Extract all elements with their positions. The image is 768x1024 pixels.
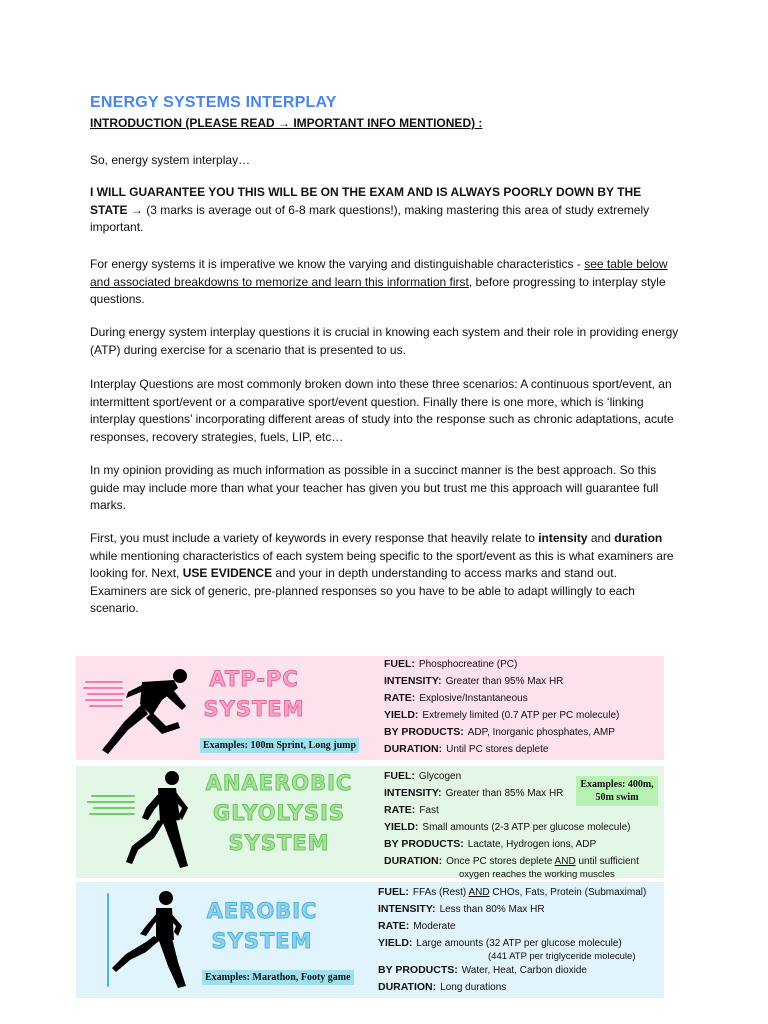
sprinter-icon — [82, 660, 194, 756]
opinion-paragraph: In my opinion providing as much information as possible in a succinct manner is the best approach. So this guide may include more than what your teacher has given you but trust me this approach will guarantee full marks. — [90, 463, 659, 512]
fact-by-products — [384, 724, 619, 741]
keyword-evidence: USE EVIDENCE — [182, 566, 273, 580]
atp-pc-system-name — [194, 664, 314, 724]
fact-label: RATE: — [384, 804, 416, 816]
anaerobic-examples-line-1: Examples: 400m, — [580, 779, 654, 790]
fact-value: Long durations — [440, 982, 507, 993]
fact-value: Water, Heat, Carbon dioxide — [461, 965, 587, 976]
fact-fuel — [378, 884, 646, 901]
table-paragraph-end: , before progressing to interplay style questions. — [90, 274, 666, 306]
fact-label: DURATION: — [378, 981, 437, 993]
keywords-text-1: First, you must include a variety of keywords in every response that heavily relate to — [90, 531, 539, 545]
guarantee-bold-line: I WILL GUARANTEE YOU THIS WILL BE ON THE EXAM AND IS ALWAYS POORLY DOWN BY THE — [90, 185, 642, 199]
fact-value: Small amounts (2-3 ATP per glucose molecule) — [422, 822, 631, 833]
fact-value: Once PC stores deplete — [446, 856, 555, 867]
fact-value: Large amounts (32 ATP per glucose molecule) — [416, 938, 622, 949]
fact-value-cont: until sufficient — [575, 856, 639, 867]
fact-yield — [384, 707, 619, 724]
fact-rate — [384, 802, 639, 819]
fact-intensity — [384, 673, 619, 690]
scenarios-paragraph: Interplay Questions are most commonly broken down into these three scenarios: A continuous sport/event, an intermittent sport/event or a comparative sport/event question. Finally there is one more, which is ‘linking interplay questions’ incorporating different areas of study into the response such as chronic adaptations, acute responses, recovery strategies, fuels, LIP, etc… — [90, 377, 674, 444]
fact-label: BY PRODUCTS: — [384, 726, 464, 738]
fact-value: ADP, Inorganic phosphates, AMP — [467, 727, 615, 738]
fact-value-and: AND — [468, 887, 490, 898]
aerobic-facts — [378, 884, 646, 996]
anaerobic-name-line-3: SYSTEM — [228, 831, 330, 855]
fact-value: Until PC stores deplete — [446, 744, 549, 755]
fact-duration — [384, 853, 639, 870]
fact-rate — [384, 690, 619, 707]
fact-yield-continued: (441 ATP per triglyceride molecule) — [488, 951, 636, 962]
aerobic-name-line-2: SYSTEM — [211, 929, 313, 953]
aerobic-system-name — [202, 896, 322, 956]
fact-label: FUEL: — [384, 770, 415, 782]
fact-label: BY PRODUCTS: — [384, 838, 464, 850]
keyword-duration: duration — [614, 531, 663, 545]
fact-intensity — [384, 785, 639, 802]
keywords-text-4: and your in depth understanding to access marks and stand out. — [272, 566, 617, 580]
intro-heading: INTRODUCTION (PLEASE READ → IMPORTANT INFO MENTIONED) : — [90, 116, 483, 130]
table-paragraph-start: For energy systems it is imperative we know the varying and distinguishable characteristics - — [90, 257, 585, 271]
fact-value: Moderate — [413, 921, 456, 932]
atp-pc-facts — [384, 656, 619, 758]
fact-by-products — [378, 962, 646, 979]
fact-rate — [378, 918, 646, 935]
fact-label: DURATION: — [384, 855, 443, 867]
fact-fuel — [384, 656, 619, 673]
fact-label: YIELD: — [378, 937, 413, 949]
fact-value: Extremely limited (0.7 ATP per PC molecule) — [422, 710, 620, 721]
aerobic-name-line-1: AEROBIC — [206, 899, 318, 923]
fact-value: Greater than 95% Max HR — [445, 676, 564, 687]
fact-value: Less than 80% Max HR — [439, 904, 545, 915]
fact-label: YIELD: — [384, 709, 419, 721]
fact-fuel — [384, 768, 639, 785]
fact-duration — [384, 741, 619, 758]
anaerobic-facts — [384, 768, 639, 880]
runner-icon — [84, 768, 196, 874]
guarantee-arrow: → — [127, 202, 147, 217]
atp-pc-system-card — [76, 656, 664, 760]
guarantee-state: STATE — [90, 202, 128, 217]
fact-duration-continued: oxygen reaches the working muscles — [459, 869, 615, 880]
fact-label: BY PRODUCTS: — [378, 964, 458, 976]
anaerobic-name-line-1: ANAEROBIC — [205, 771, 353, 795]
fact-value: FFAs (Rest) — [412, 887, 469, 898]
anaerobic-system-name — [204, 768, 354, 858]
keywords-paragraph — [90, 530, 680, 618]
fact-label: INTENSITY: — [378, 903, 436, 915]
aerobic-examples: Examples: Marathon, Footy game — [202, 970, 354, 985]
fact-value-and: AND — [554, 856, 576, 867]
fact-value: Fast — [419, 805, 439, 816]
intro-line: So, energy system interplay… — [90, 153, 251, 167]
fact-label: FUEL: — [384, 658, 415, 670]
atp-pc-name-line-1: ATP-PC — [209, 667, 299, 691]
table-paragraph — [90, 256, 680, 309]
role-paragraph: During energy system interplay questions it is crucial in knowing each system and their role in providing energy (ATP) during exercise for a scenario that is presented to us. — [90, 325, 679, 357]
anaerobic-name-line-2: GLYOLYSIS — [212, 801, 346, 825]
fact-label: DURATION: — [384, 743, 443, 755]
anaerobic-glycolysis-system-card — [76, 766, 664, 878]
fact-label: INTENSITY: — [384, 787, 442, 799]
page-title: ENERGY SYSTEMS INTERPLAY — [90, 94, 337, 111]
fact-label: FUEL: — [378, 886, 409, 898]
fact-value: Phosphocreatine (PC) — [418, 659, 518, 670]
generic-text: Examiners are sick of generic, pre-planned responses so you have to be able to adapt willingly to each scenario. — [90, 583, 635, 615]
fact-value-cont: CHOs, Fats, Protein (Submaximal) — [489, 887, 647, 898]
aerobic-system-card — [76, 882, 664, 998]
keywords-text-3: while mentioning characteristics of each system being specific to the sport/event as this is what examiners are looking for. Next, — [90, 548, 674, 580]
fact-label: RATE: — [378, 920, 410, 932]
fact-value: Glycogen — [418, 771, 462, 782]
fact-value: Greater than 85% Max HR — [445, 788, 564, 799]
fact-value: Explosive/Instantaneous — [419, 693, 528, 704]
keywords-text-2: and — [587, 531, 615, 545]
fact-duration — [378, 979, 646, 996]
fact-by-products — [384, 836, 639, 853]
table-paragraph-underlined: see table below and associated breakdowns to memorize and learn this information first — [90, 257, 668, 289]
jogger-icon — [106, 886, 206, 994]
guarantee-paragraph — [90, 184, 680, 237]
fact-label: INTENSITY: — [384, 675, 442, 687]
fact-yield — [384, 819, 639, 836]
atp-pc-name-line-2: SYSTEM — [203, 697, 305, 721]
keyword-intensity: intensity — [538, 531, 588, 545]
fact-intensity — [378, 901, 646, 918]
anaerobic-examples-line-2: 50m swim — [595, 792, 639, 803]
fact-label: RATE: — [384, 692, 416, 704]
fact-label: YIELD: — [384, 821, 419, 833]
fact-value: Lactate, Hydrogen ions, ADP — [467, 839, 597, 850]
fact-yield — [378, 935, 646, 952]
guarantee-rest: (3 marks is average out of 6-8 mark questions!), making mastering this area of study extremely important. — [90, 202, 650, 234]
atp-pc-examples: Examples: 100m Sprint, Long jump — [200, 738, 359, 753]
